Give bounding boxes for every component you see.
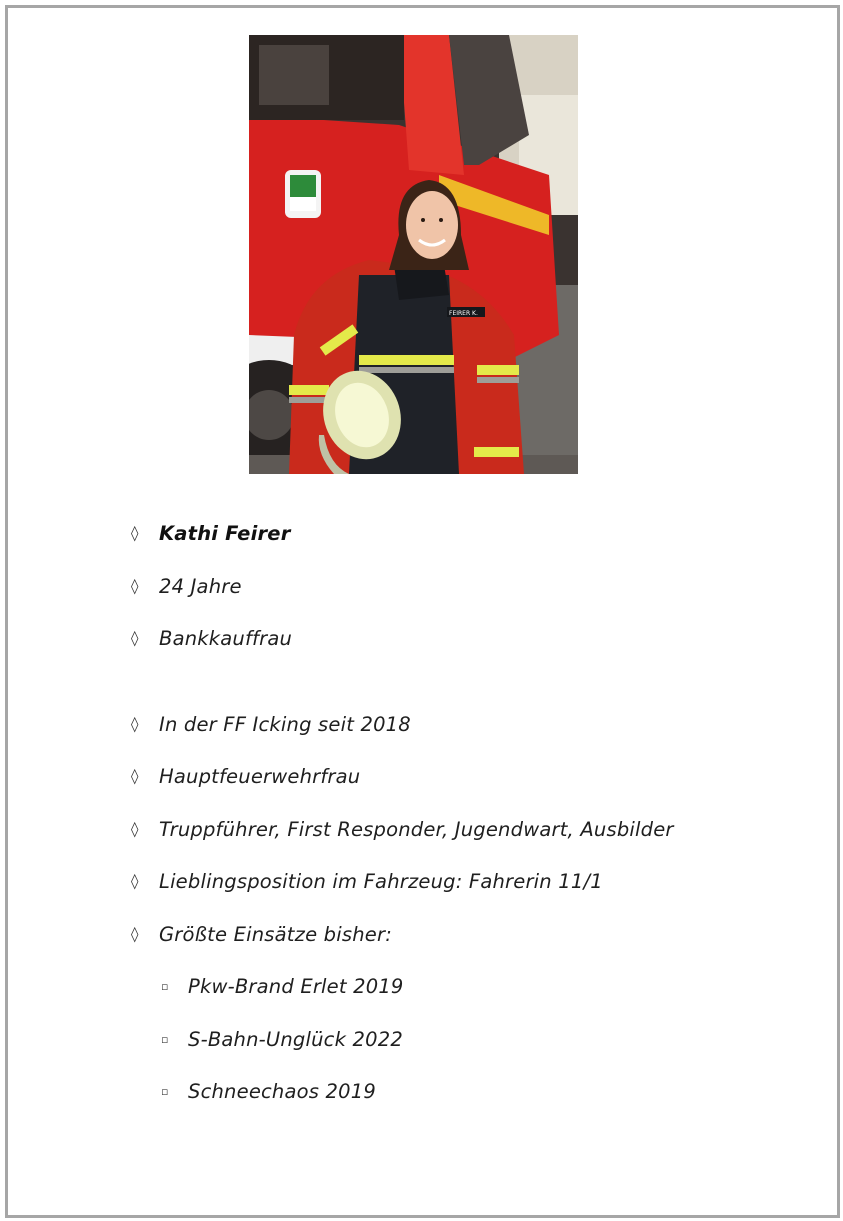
- list-item-profession: [131, 623, 292, 653]
- member-since-text: In der FF Icking seit 2018: [159, 712, 411, 736]
- operation-text: S-Bahn-Unglück 2022: [188, 1027, 403, 1051]
- sub-list-item: [161, 1076, 376, 1106]
- diamond-bullet-icon: ◊: [131, 924, 139, 943]
- diamond-bullet-icon: ◊: [131, 523, 139, 542]
- square-bullet-icon: ▫: [161, 1032, 169, 1046]
- list-item-rank: [131, 761, 360, 791]
- biggest-operations-heading: Größte Einsätze bisher:: [159, 922, 392, 946]
- operation-text: Pkw-Brand Erlet 2019: [188, 974, 404, 998]
- diamond-bullet-icon: ◊: [131, 576, 139, 595]
- roles-text: Truppführer, First Responder, Jugendwart, Ausbilder: [159, 817, 674, 841]
- sub-list-item: [161, 971, 404, 1001]
- diamond-bullet-icon: ◊: [131, 628, 139, 647]
- list-item-name: [131, 518, 291, 548]
- name-tag-text: FEIRER K.: [449, 310, 478, 317]
- favorite-position-text: Lieblingsposition im Fahrzeug: Fahrerin 11/1: [159, 869, 603, 893]
- square-bullet-icon: ▫: [161, 1084, 169, 1098]
- list-item-favorite-position: [131, 866, 603, 896]
- person-name: Kathi Feirer: [159, 521, 291, 545]
- diamond-bullet-icon: ◊: [131, 766, 139, 785]
- diamond-bullet-icon: ◊: [131, 714, 139, 733]
- sub-list-item: [161, 1024, 403, 1054]
- age-text: 24 Jahre: [159, 574, 242, 598]
- list-item-member-since: [131, 709, 411, 739]
- profession-text: Bankkauffrau: [159, 626, 293, 650]
- rank-text: Hauptfeuerwehrfrau: [159, 764, 361, 788]
- operation-text: Schneechaos 2019: [188, 1079, 376, 1103]
- list-item-roles: [131, 814, 674, 844]
- diamond-bullet-icon: ◊: [131, 819, 139, 838]
- square-bullet-icon: ▫: [161, 979, 169, 993]
- list-item-age: [131, 571, 242, 601]
- list-item-biggest-operations: [131, 919, 392, 949]
- diamond-bullet-icon: ◊: [131, 871, 139, 890]
